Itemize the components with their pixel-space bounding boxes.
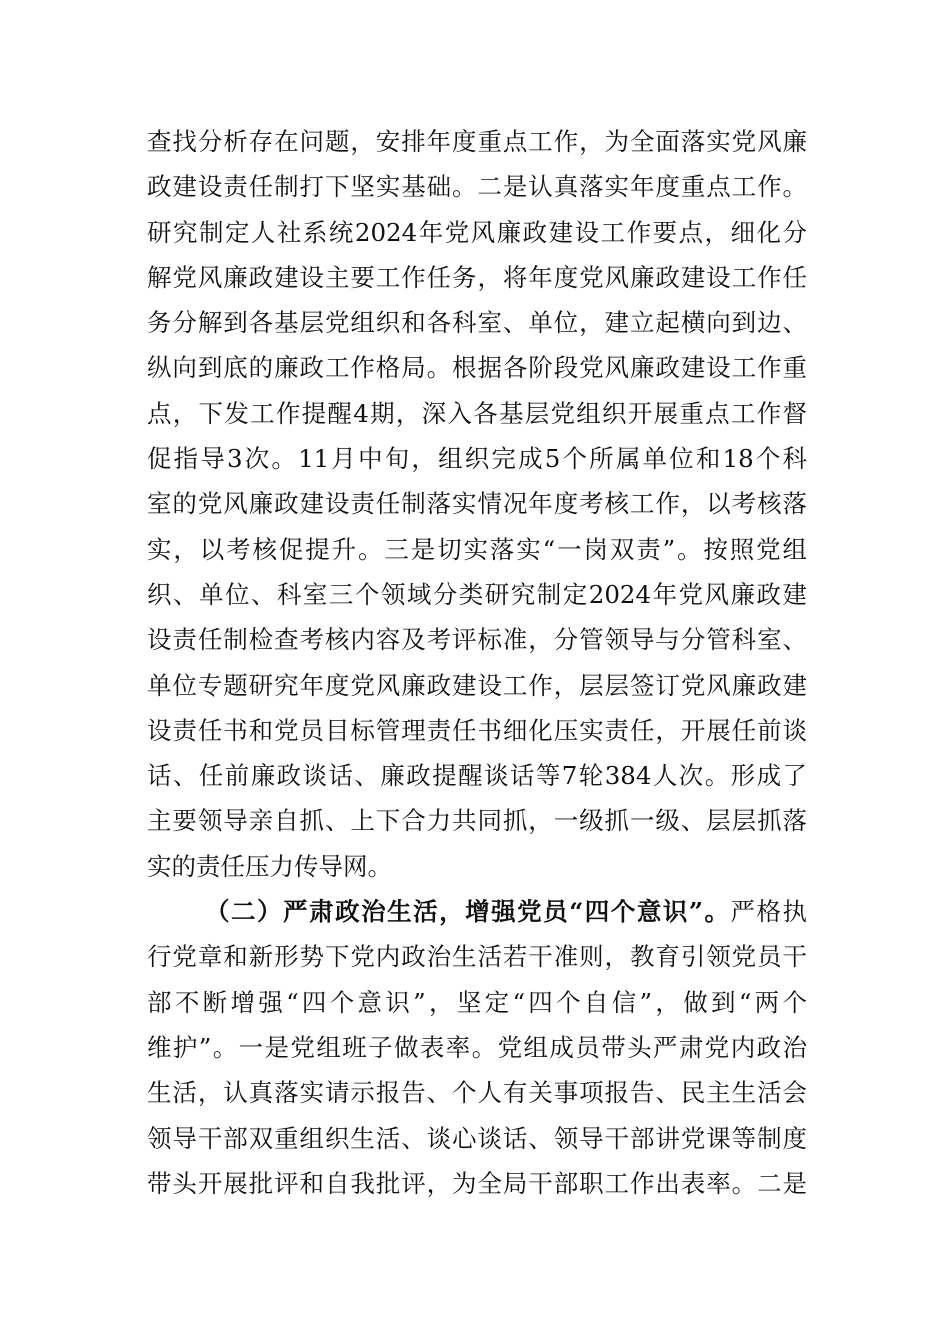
- text-line: 政建设责任制打下坚实基础。二是认真落实年度重点工作。: [147, 172, 807, 202]
- text-line: 织、单位、科室三个领域分类研究制定2024年党风廉政建: [147, 579, 807, 609]
- text-line: 话、任前廉政谈话、廉政提醒谈话等7轮384人次。形成了: [147, 761, 807, 791]
- text-line: 主要领导亲自抓、上下合力共同抓，一级抓一级、层层抓落: [147, 806, 807, 836]
- text-line: 纵向到底的廉政工作格局。根据各阶段党风廉政建设工作重: [147, 353, 807, 383]
- text-line: 促指导3次。11月中旬，组织完成5个所属单位和18个科: [147, 444, 807, 474]
- text-line: 实，以考核促提升。三是切实落实“一岗双责”。按照党组: [147, 534, 807, 564]
- text-line: 带头开展批评和自我批评，为全局干部职工作出表率。二是: [147, 1168, 807, 1198]
- text-line: 设责任书和党员目标管理责任书细化压实责任，开展任前谈: [147, 715, 807, 745]
- text-line: 室的党风廉政建设责任制落实情况年度考核工作，以考核落: [147, 489, 807, 519]
- text-line: 部不断增强“四个意识”，坚定“四个自信”，做到“两个: [147, 987, 807, 1017]
- text-line: 查找分析存在问题，安排年度重点工作，为全面落实党风廉: [147, 127, 807, 156]
- text-line: [147, 889, 807, 934]
- text-line: 研究制定人社系统2024年党风廉政建设工作要点，细化分: [147, 217, 807, 247]
- text-line: 生活，认真落实请示报告、个人有关事项报告、民主生活会: [147, 1078, 807, 1108]
- heading-line-rest: 严格执: [730, 897, 807, 927]
- text-line: 实的责任压力传导网。: [147, 851, 392, 881]
- paragraph-2: [147, 889, 807, 1206]
- body-text: [147, 119, 807, 1206]
- text-line: 务分解到各基层党组织和各科室、单位，建立起横向到边、: [147, 308, 807, 338]
- section-heading: （二）严肃政治生活，增强党员“四个意识”。: [205, 897, 731, 927]
- text-line: 解党风廉政建设主要工作任务，将年度党风廉政建设工作任: [147, 262, 807, 292]
- text-line: 单位专题研究年度党风廉政建设工作，层层签订党风廉政建: [147, 670, 807, 700]
- text-line: 点，下发工作提醒4期，深入各基层党组织开展重点工作督: [147, 398, 807, 428]
- text-line: 设责任制检查考核内容及考评标准，分管领导与分管科室、: [147, 625, 807, 655]
- text-line: 行党章和新形势下党内政治生活若干准则，教育引领党员干: [147, 942, 807, 972]
- text-line: 领导干部双重组织生活、谈心谈话、领导干部讲党课等制度: [147, 1123, 807, 1153]
- paragraph-1: [147, 119, 807, 889]
- text-line: 维护”。一是党组班子做表率。党组成员带头严肃党内政治: [147, 1032, 807, 1062]
